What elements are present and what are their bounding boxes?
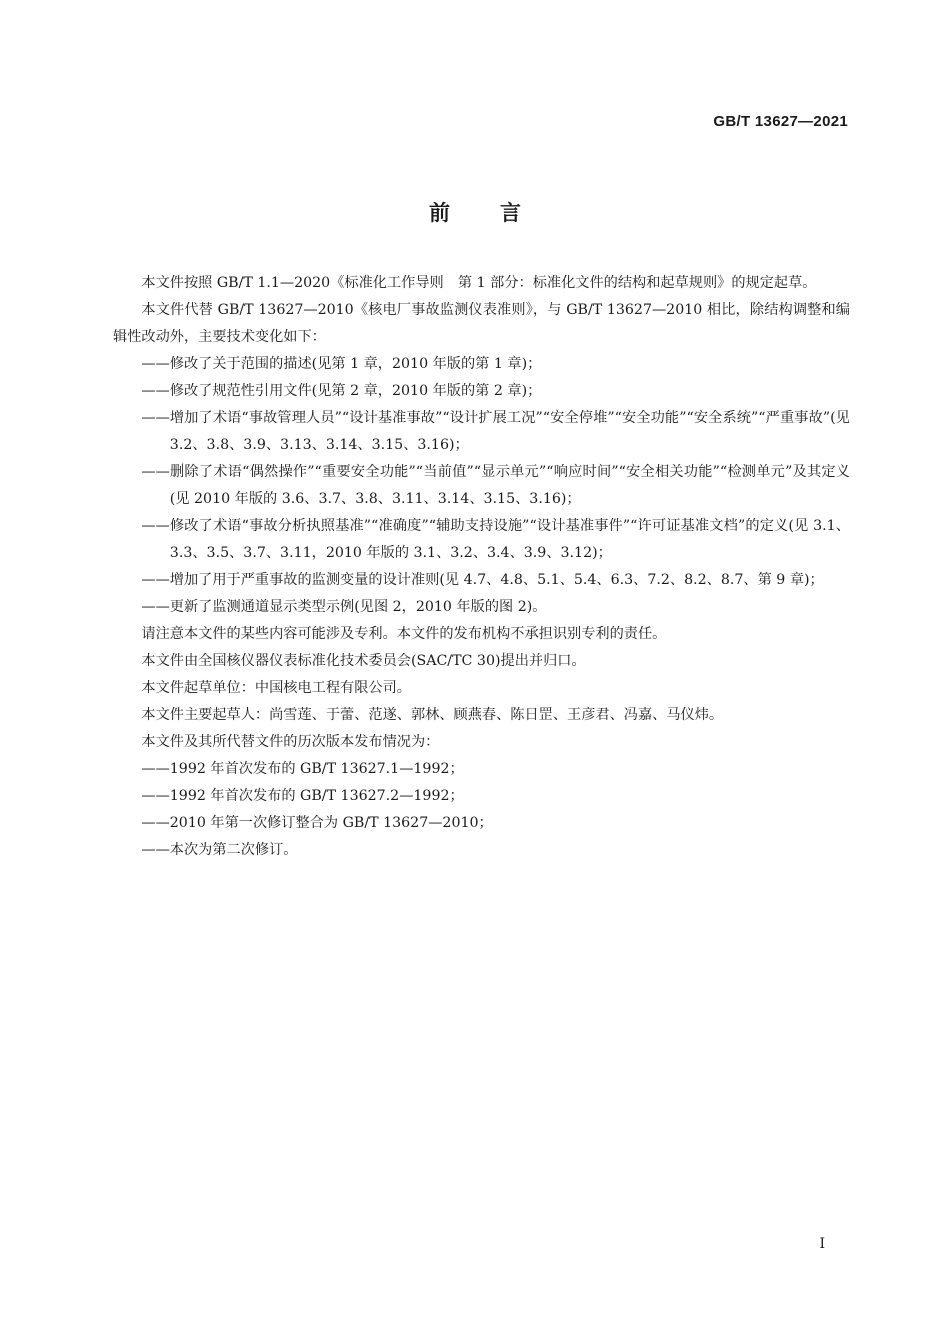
paragraph-replaces: 本文件代替 GB/T 13627—2010《核电厂事故监测仪表准则》，与 GB/T 13627—2010 相比，除结构调整和编辑性改动外，主要技术变化如下： [113, 302, 850, 345]
page-title: 前言 [429, 201, 571, 225]
paragraph-drafting-unit: 本文件起草单位：中国核电工程有限公司。 [141, 680, 411, 696]
list-item-history: ——本次为第二次修订。 [141, 842, 298, 858]
paragraph-drafting-rules: 本文件按照 GB/T 1.1—2020《标准化工作导则 第 1 部分：标准化文件的结构和起草规则》的规定起草。 [141, 275, 817, 291]
paragraph-drafters: 本文件主要起草人：尚雪莲、于蕾、范遂、郭林、顾燕春、陈日罡、王彦君、冯嘉、马仪炜。 [141, 707, 724, 723]
list-item-deleted-terms: ——删除了术语“偶然操作”“重要安全功能”“当前值”“显示单元”“响应时间”“安全相关功能”“检测单元”及其定义(见 2010 年版的 3.6、3.7、3.8、3.11、3.14、3.15、3.16)； [141, 464, 850, 507]
paragraph-patent-notice: 请注意本文件的某些内容可能涉及专利。本文件的发布机构不承担识别专利的责任。 [141, 626, 667, 642]
paragraph-history-intro: 本文件及其所代替文件的历次版本发布情况为： [141, 734, 440, 750]
document-body [113, 270, 850, 864]
list-item-added-terms: ——增加了术语“事故管理人员”“设计基准事故”“设计扩展工况”“安全停堆”“安全功能”“安全系统”“严重事故”(见 3.2、3.8、3.9、3.13、3.14、3.15、3.16)； [141, 410, 850, 453]
list-item-severe-accident: ——增加了用于严重事故的监测变量的设计准则(见 4.7、4.8、5.1、5.4、6.3、7.2、8.2、8.7、第 9 章)； [141, 572, 824, 588]
paragraph-proposer: 本文件由全国核仪器仪表标准化技术委员会(SAC/TC 30)提出并归口。 [141, 653, 586, 669]
list-item-history: ——2010 年第一次修订整合为 GB/T 13627—2010； [141, 815, 493, 831]
standard-number: GB/T 13627—2021 [713, 113, 848, 130]
list-item-history: ——1992 年首次发布的 GB/T 13627.2—1992； [141, 788, 464, 804]
page-number: I [819, 1236, 825, 1252]
list-item-change-scope: ——修改了关于范围的描述(见第 1 章，2010 年版的第 1 章)； [141, 356, 542, 372]
list-item-modified-terms: ——修改了术语“事故分析执照基准”“准确度”“辅助支持设施”“设计基准事件”“许可证基准文档”的定义(见 3.1、3.3、3.5、3.7、3.11，2010 年版的 3.1、3.2、3.4、3.9、3.12)； [141, 518, 850, 561]
list-item-display-examples: ——更新了监测通道显示类型示例(见图 2，2010 年版的图 2)。 [141, 599, 547, 615]
list-item-history: ——1992 年首次发布的 GB/T 13627.1—1992； [141, 761, 464, 777]
list-item-change-references: ——修改了规范性引用文件(见第 2 章，2010 年版的第 2 章)； [141, 383, 542, 399]
